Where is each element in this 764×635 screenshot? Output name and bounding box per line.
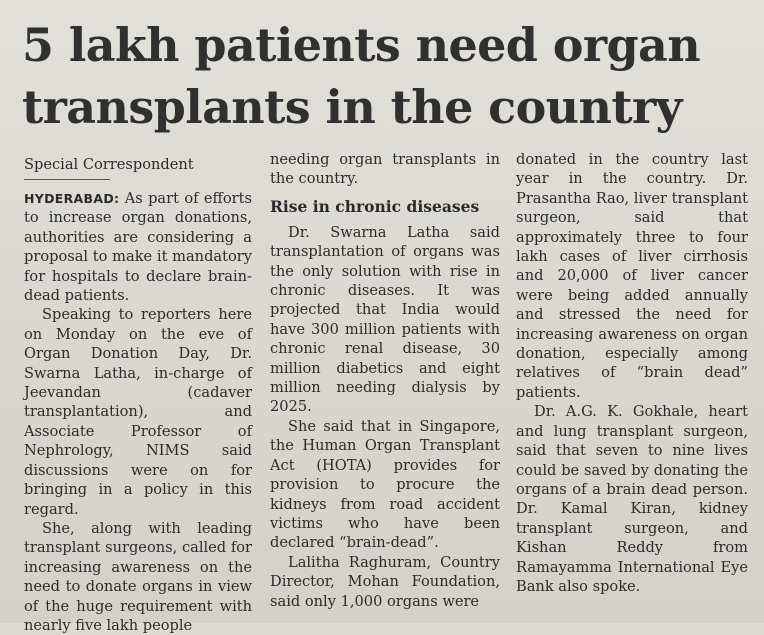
- paragraph: [24, 189, 252, 305]
- paragraph: She, along with leading transplant surgeons, called for increasing awareness on the need to donate organs in view of the huge requirement with nearly five lakh people: [24, 519, 252, 634]
- paragraph-text: As part of efforts to increase organ donations, authorities are considering a proposal to make it mandatory for hospitals to declare brain-dead patients.: [24, 190, 253, 305]
- article-column-3: [516, 150, 748, 596]
- paragraph: needing organ transplants in the country.: [270, 151, 500, 188]
- paragraph: donated in the country last year in the country. Dr. Prasantha Rao, liver transplant surgeon, said that approximately three to four lakh cases of liver cirrhosis and 20,000 of liver cancer were being added annually and stressed the need for increasing awareness on organ donation, especially among relatives of “brain dead” patients.: [516, 151, 749, 401]
- paragraph: Dr. Swarna Latha said transplantation of organs was the only solution with rise in chronic diseases. It was projected that India would have 300 million patients with chronic renal disease, 30 million diabetics and eight million needing dialysis by 2025.: [270, 223, 500, 416]
- subheading: Rise in chronic diseases: [270, 196, 480, 216]
- paragraph: Speaking to reporters here on Monday on the eve of Organ Donation Day, Dr. Swarna Latha, in-charge of Jeevandan (cadaver transplantation), and Associate Professor of Nephrology, NIMS said discussions were on for bringing in a policy in this regard.: [24, 306, 252, 518]
- paragraph: Dr. A.G. K. Gokhale, heart and lung transplant surgeon, said that seven to nine lives could be saved by donating the organs of a brain dead person. Dr. Kamal Kiran, kidney transplant surgeon, and Kishan Reddy from Ramayamma International Eye Bank also spoke.: [516, 403, 748, 595]
- byline: Special Correspondent: [24, 155, 110, 180]
- paragraph: She said that in Singapore, the Human Organ Transplant Act (HOTA) provides for provision to procure the kidneys from road accident victims who have been declared “brain-dead”.: [270, 417, 500, 552]
- article-column-2: [270, 150, 500, 611]
- article-column-1: [24, 155, 252, 635]
- headline: 5 lakh patients need organ transplants in the country: [22, 18, 701, 134]
- paragraph: Lalitha Raghuram, Country Director, Mohan Foundation, said only 1,000 organs were: [270, 553, 500, 610]
- dateline: HYDERABAD:: [24, 191, 120, 206]
